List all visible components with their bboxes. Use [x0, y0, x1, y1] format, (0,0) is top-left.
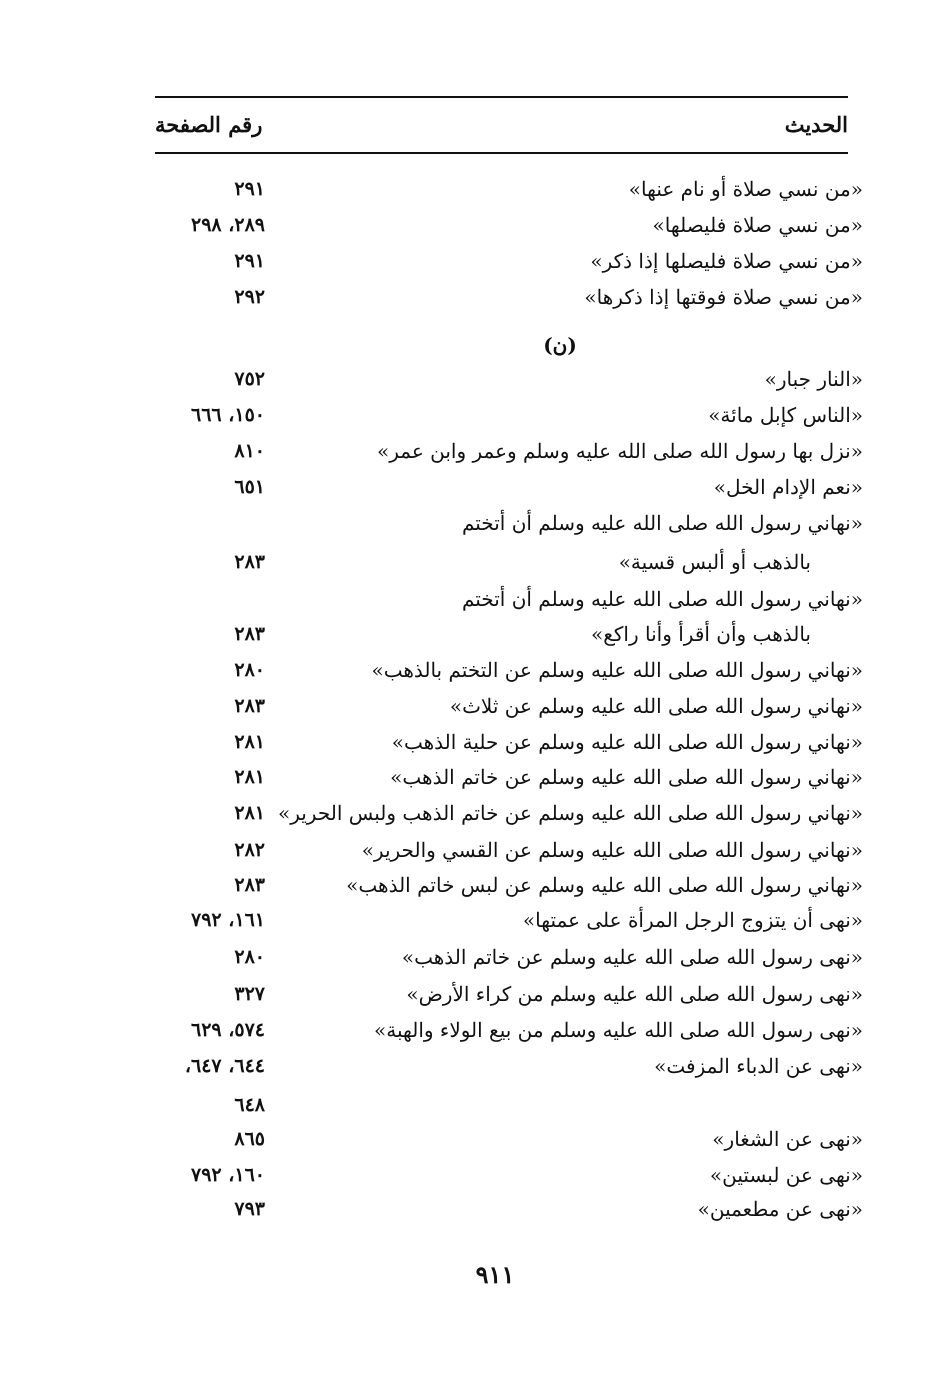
index-entry — [155, 1192, 863, 1226]
page-reference: ٢٨٠ — [234, 946, 265, 968]
page-reference: ٢٩١ — [234, 178, 265, 200]
page-reference: ٦٤٤، ٦٤٧، — [184, 1055, 265, 1077]
index-entry — [155, 1013, 863, 1047]
hadith-text: بالذهب أو ألبس قسية» — [618, 550, 811, 574]
hadith-text: «من نسي صلاة أو نام عنها» — [628, 177, 863, 201]
page-reference: ٧٩٣ — [234, 1198, 265, 1220]
page-reference: ١٥٠، ٦٦٦ — [191, 404, 265, 426]
table-header — [155, 108, 848, 148]
page-reference: ٦٤٨ — [234, 1094, 265, 1116]
index-entry — [155, 506, 863, 540]
index-entry — [155, 362, 863, 396]
hadith-text: «نهاني رسول الله صلى الله عليه وسلم أن أتختم — [461, 511, 863, 535]
hadith-text: «الناس كإبل مائة» — [708, 403, 863, 427]
page-reference: ١٦٠، ٧٩٢ — [191, 1164, 265, 1186]
index-entry — [155, 1122, 863, 1156]
hadith-text: «من نسي صلاة فوقتها إذا ذكرها» — [584, 285, 863, 309]
page-reference: ٦٥١ — [234, 476, 265, 498]
index-entry — [155, 689, 863, 723]
hadith-text: بالذهب وأن أقرأ وأنا راكع» — [591, 622, 811, 646]
page-reference: ٢٩١ — [234, 250, 265, 272]
index-entry — [155, 1088, 863, 1122]
hadith-text: «نهى رسول الله صلى الله عليه وسلم عن خاتم الذهب» — [401, 945, 863, 969]
hadith-text: «نهى عن مطعمين» — [697, 1197, 863, 1221]
page-reference: ٢٨٣ — [234, 695, 265, 717]
index-entry — [155, 796, 863, 830]
index-entry — [155, 903, 863, 937]
hadith-text: «نهى رسول الله صلى الله عليه وسلم من بيع الولاء والهبة» — [374, 1018, 863, 1042]
index-entry — [155, 582, 863, 616]
page-reference: ٥٧٤، ٦٢٩ — [191, 1019, 265, 1041]
hadith-text: «من نسي صلاة فليصلها» — [652, 213, 863, 237]
index-entry — [155, 398, 863, 432]
hadith-text: «نعم الإدام الخل» — [713, 475, 863, 499]
hadith-text: «نهى أن يتزوج الرجل المرأة على عمتها» — [522, 908, 863, 932]
hadith-text: «نهاني رسول الله صلى الله عليه وسلم عن القسي والحرير» — [361, 838, 863, 862]
index-entry — [155, 833, 863, 867]
index-entry — [155, 172, 863, 206]
index-entry — [155, 244, 863, 278]
page-reference: ٢٩٢ — [234, 286, 265, 308]
page-reference: ٣٢٧ — [234, 983, 265, 1005]
page-reference: ٨١٠ — [234, 440, 265, 462]
hadith-text: «نهاني رسول الله صلى الله عليه وسلم عن حلية الذهب» — [391, 730, 863, 754]
index-entry — [155, 725, 863, 759]
index-entry — [155, 868, 863, 902]
page-reference: ٢٨٠ — [234, 659, 265, 681]
hadith-text: «نهى عن الشغار» — [712, 1127, 863, 1151]
page-reference: ٧٥٢ — [234, 368, 265, 390]
header-rule — [155, 152, 848, 154]
hadith-text: «نهاني رسول الله صلى الله عليه وسلم عن خاتم الذهب» — [390, 765, 863, 789]
header-page-number-title: رقم الصفحة — [155, 112, 263, 137]
index-entry — [155, 470, 863, 504]
hadith-text: «نهاني رسول الله صلى الله عليه وسلم عن ثلاث» — [449, 694, 863, 718]
hadith-text: «نهاني رسول الله صلى الله عليه وسلم عن خاتم الذهب ولبس الحرير» — [277, 801, 863, 825]
page-reference: ٢٨٣ — [234, 623, 265, 645]
index-entry — [155, 617, 863, 651]
top-rule — [155, 96, 848, 98]
index-entry — [155, 280, 863, 314]
index-entry — [155, 208, 863, 242]
hadith-text: «نهاني رسول الله صلى الله عليه وسلم أن أتختم — [461, 587, 863, 611]
hadith-text: «نهى عن لبستين» — [709, 1163, 863, 1187]
hadith-text: «نهى رسول الله صلى الله عليه وسلم من كراء الأرض» — [406, 982, 863, 1006]
hadith-text: «من نسي صلاة فليصلها إذا ذكر» — [590, 249, 863, 273]
index-entry — [155, 434, 863, 468]
hadith-text: «النار جبار» — [764, 367, 863, 391]
page-reference: ٨٦٥ — [234, 1128, 265, 1150]
page-reference: ٢٨٣ — [234, 551, 265, 573]
index-entry — [155, 760, 863, 794]
section-letter-heading: (ن) — [543, 333, 577, 357]
index-entry — [155, 1158, 863, 1192]
page-reference: ٢٨٣ — [234, 874, 265, 896]
page-reference: ١٦١، ٧٩٢ — [191, 909, 265, 931]
page-reference: ٢٨١ — [234, 731, 265, 753]
index-entry — [155, 545, 863, 579]
hadith-text: «نهى عن الدباء المزفت» — [654, 1054, 863, 1078]
page-reference: ٢٨٩، ٢٩٨ — [191, 214, 265, 236]
header-hadith-title: الحديث — [784, 112, 848, 137]
hadith-text: «نهاني رسول الله صلى الله عليه وسلم عن لبس خاتم الذهب» — [346, 873, 863, 897]
hadith-text: «نزل بها رسول الله صلى الله عليه وسلم وعمر وابن عمر» — [377, 439, 863, 463]
index-entry — [155, 653, 863, 687]
hadith-text: «نهاني رسول الله صلى الله عليه وسلم عن التختم بالذهب» — [371, 658, 863, 682]
page-reference: ٢٨١ — [234, 802, 265, 824]
page-number: ٩١١ — [475, 1260, 515, 1289]
index-entry — [155, 940, 863, 974]
index-entry — [155, 1049, 863, 1083]
index-entry — [155, 977, 863, 1011]
page-reference: ٢٨١ — [234, 766, 265, 788]
page-reference: ٢٨٢ — [234, 839, 265, 861]
